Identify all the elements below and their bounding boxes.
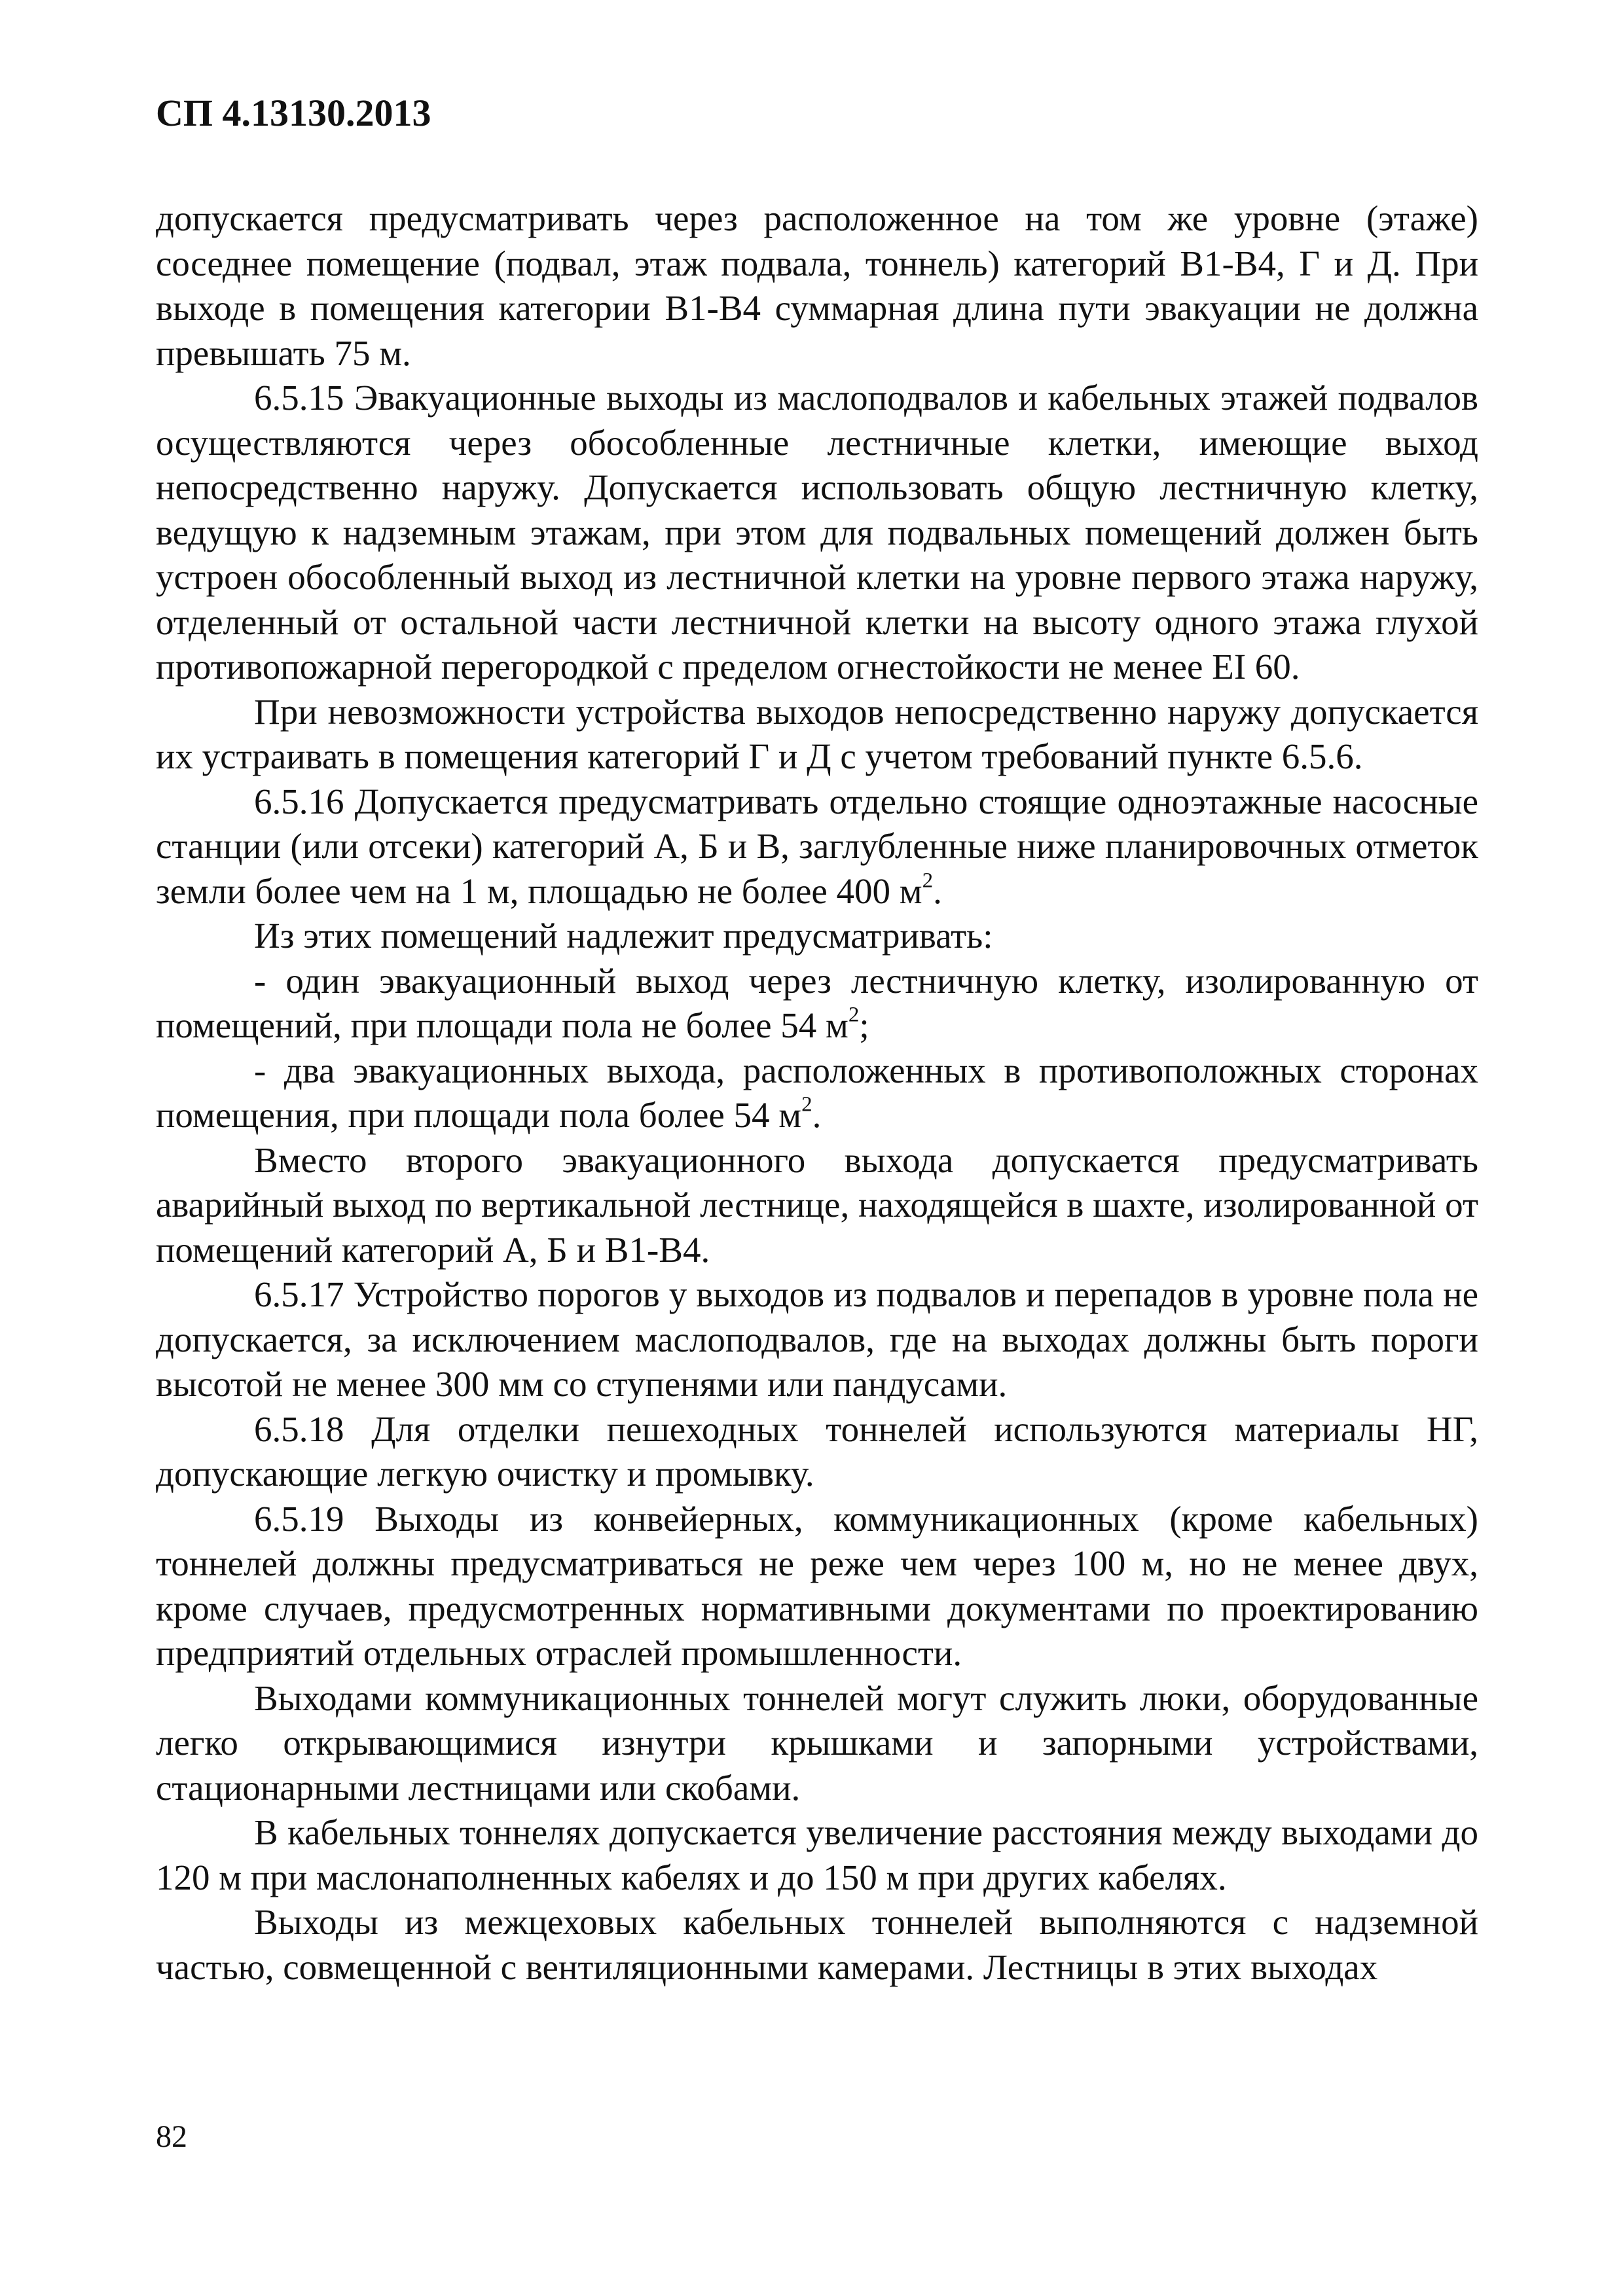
document-header: СП 4.13130.2013 xyxy=(156,92,431,134)
paragraph-intershop-tunnels: Выходы из межцеховых кабельных тоннелей выполняются с надземной частью, совмещенной с вентиляционными камерами. Лестницы в этих выходах xyxy=(156,1902,1478,1987)
document-body xyxy=(156,196,1478,1990)
paragraph-6-5-18: 6.5.18 Для отделки пешеходных тоннелей используются материалы НГ, допускающие легкую очистку и промывку. xyxy=(156,1408,1478,1494)
paragraph-6-5-16: 6.5.16 Допускается предусматривать отдельно стоящие одноэтажные насосные станции (или отсеки) категорий А, Б и В, заглубленные ниже планировочных отметок земли более чем на 1 м, площадью не более 400 $м^2$. xyxy=(156,781,1478,911)
list-item-two-exits: - два эвакуационных выхода, расположенных в противоположных сторонах помещения, при площади пола более 54 $м^2$. xyxy=(156,1050,1478,1135)
paragraph-continuation: допускается предусматривать через расположенное на том же уровне (этаже) соседнее помещение (подвал, этаж подвала, тоннель) категорий В1-В4, Г и Д. При выходе в помещения категории В1-В4 суммарная длина пути эвакуации не должна превышать 75 м. xyxy=(156,198,1478,373)
paragraph-emergency-exit: Вместо второго эвакуационного выхода допускается предусматривать аварийный выход по вертикальной лестнице, находящейся в шахте, изолированной от помещений категорий А, Б и В1-В4. xyxy=(156,1139,1478,1270)
superscript: 2 xyxy=(922,868,934,892)
superscript: 2 xyxy=(848,1003,860,1027)
paragraph-cable-tunnels: В кабельных тоннелях допускается увеличение расстояния между выходами до 120 м при маслонаполненных кабелях и до 150 м при других кабелях. xyxy=(156,1812,1478,1897)
page-number: 82 xyxy=(156,2119,187,2154)
list-item-one-exit: - один эвакуационный выход через лестничную клетку, изолированную от помещений, при площади пола не более 54 $м^2$; xyxy=(156,960,1478,1045)
paragraph-6-5-15: 6.5.15 Эвакуационные выходы из маслоподвалов и кабельных этажей подвалов осуществляются через обособленные лестничные клетки, имеющие выход непосредственно наружу. Допускается использовать общую лестничную клетку, ведущую к надземным этажам, при этом для подвальных помещений должен быть устроен обособленный выход из лестничной клетки на уровне первого этажа наружу, отделенный от остальной части лестничной клетки на высоту одного этажа глухой противопожарной перегородкой с пределом огнестойкости не менее EI 60. xyxy=(156,378,1478,687)
paragraph-exits-alternative: При невозможности устройства выходов непосредственно наружу допускается их устраивать в помещения категорий Г и Д с учетом требований пункте 6.5.6. xyxy=(156,691,1478,776)
paragraph-6-5-19: 6.5.19 Выходы из конвейерных, коммуникационных (кроме кабельных) тоннелей должны предусматриваться не реже чем через 100 м, но не менее двух, кроме случаев, предусмотренных нормативными документами по проектированию предприятий отдельных отраслей промышленности. xyxy=(156,1498,1478,1673)
superscript: 2 xyxy=(801,1092,812,1117)
paragraph-hatches: Выходами коммуникационных тоннелей могут служить люки, оборудованные легко открывающимися изнутри крышками и запорными устройствами, стационарными лестницами или скобами. xyxy=(156,1677,1478,1808)
paragraph-list-intro: Из этих помещений надлежит предусматривать: xyxy=(254,916,993,956)
paragraph-6-5-17: 6.5.17 Устройство порогов у выходов из подвалов и перепадов в уровне пола не допускается, за исключением маслоподвалов, где на выходах должны быть пороги высотой не менее 300 мм со ступенями или пандусами. xyxy=(156,1274,1478,1404)
